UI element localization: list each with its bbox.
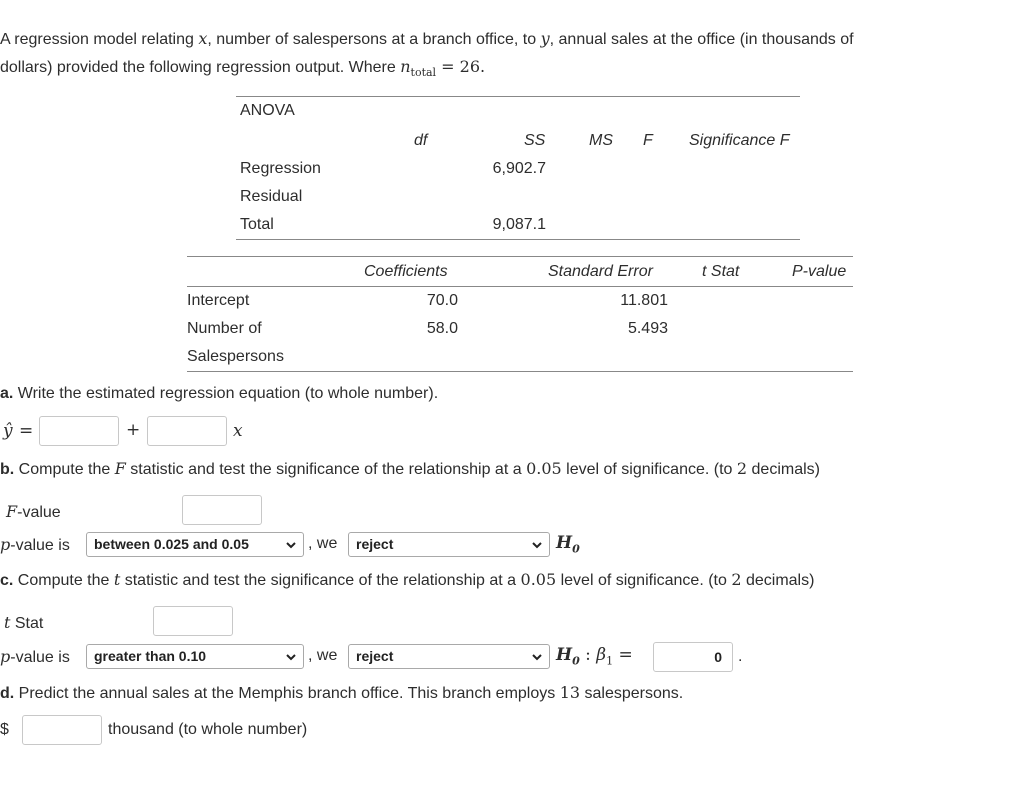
anova-row-regression-ss: 6,902.7	[492, 160, 546, 177]
question-d: d. Predict the annual sales at the Memphis branch office. This branch employs 13 salespersons.	[0, 683, 684, 702]
coef-row-salespersons-label-2: Salespersons	[187, 348, 284, 365]
question-a: a. Write the estimated regression equation (to whole number).	[0, 385, 439, 402]
f-value-input[interactable]	[182, 495, 262, 525]
c-p-value-select[interactable]: greater than 0.10	[86, 644, 304, 669]
coef-bottom-rule	[187, 371, 853, 372]
b-we-text: , we	[308, 535, 338, 552]
anova-row-residual-label: Residual	[240, 188, 303, 205]
chevron-down-icon	[531, 539, 543, 551]
slope-input[interactable]	[147, 416, 227, 446]
coef-row-intercept-label: Intercept	[187, 292, 250, 309]
anova-header-ms: MS	[589, 132, 613, 149]
anova-header-df: df	[414, 132, 428, 149]
question-b: b. Compute the F statistic and test the significance of the relationship at a 0.05 level of significance. (to 2 decimals)	[0, 459, 820, 478]
chevron-down-icon	[531, 651, 543, 663]
anova-header-ss: SS	[524, 132, 546, 149]
coef-header-rule	[187, 286, 853, 287]
c-hypothesis: $H_0$ : $\beta_1$ =	[556, 645, 633, 668]
coef-row-intercept-se: 11.801	[620, 292, 668, 309]
intercept-input[interactable]	[39, 416, 119, 446]
anova-row-total-ss: 9,087.1	[492, 216, 546, 233]
b-p-value-select[interactable]: between 0.025 and 0.05	[86, 532, 304, 557]
var-y: y	[540, 29, 550, 48]
c-p-value-label: p-value is	[0, 647, 70, 666]
b-decision-select[interactable]: reject	[348, 532, 550, 557]
anova-bottom-rule	[236, 239, 800, 240]
t-stat-label: t Stat	[4, 613, 44, 632]
anova-title: ANOVA	[240, 102, 295, 119]
equals-sign: =	[19, 421, 34, 441]
intro-line-1: A regression model relating x, number of salespersons at a branch office, to y, annual sales at the office (in thousands of	[0, 29, 854, 48]
predicted-sales-unit: thousand (to whole number)	[108, 721, 308, 738]
coef-header-standard-error: Standard Error	[548, 263, 653, 280]
anova-row-regression-label: Regression	[240, 160, 321, 177]
anova-top-rule	[236, 96, 800, 97]
n-total-symbol: n	[400, 57, 411, 76]
f-value-label: F-value	[6, 502, 61, 521]
coef-row-salespersons-se: 5.493	[627, 320, 668, 337]
c-decision-select[interactable]: reject	[348, 644, 550, 669]
c-we-text: , we	[308, 647, 338, 664]
var-x: x	[198, 29, 208, 48]
beta-null-value: 0	[653, 642, 733, 672]
coef-row-salespersons-label: Number of	[187, 320, 262, 337]
coef-header-p-value: P-value	[792, 263, 847, 280]
intro-line-2: dollars) provided the following regression output. Where $n_{total} = 26$.	[0, 57, 486, 80]
coef-row-salespersons-coef: 58.0	[426, 320, 458, 337]
y-hat-symbol: ŷ	[3, 421, 13, 441]
anova-header-significance-f: Significance F	[689, 132, 790, 149]
coef-row-intercept-coef: 70.0	[426, 292, 458, 309]
question-c: c. Compute the t statistic and test the significance of the relationship at a 0.05 level of significance. (to 2 decimals)	[0, 570, 815, 589]
x-variable: x	[233, 421, 243, 441]
anova-row-total-label: Total	[240, 216, 274, 233]
b-p-value-label: p-value is	[0, 535, 70, 554]
plus-sign: +	[126, 420, 141, 440]
coef-header-coefficients: Coefficients	[364, 263, 448, 280]
dollar-sign: $	[0, 721, 9, 738]
anova-header-f: F	[643, 132, 653, 149]
chevron-down-icon	[285, 539, 297, 551]
coef-top-rule	[187, 256, 853, 257]
coef-header-t-stat: t Stat	[702, 263, 740, 280]
chevron-down-icon	[285, 651, 297, 663]
t-stat-input[interactable]	[153, 606, 233, 636]
c-period: .	[738, 648, 743, 665]
b-h0-symbol: $H_0$	[556, 533, 580, 556]
predicted-sales-input[interactable]	[22, 715, 102, 745]
